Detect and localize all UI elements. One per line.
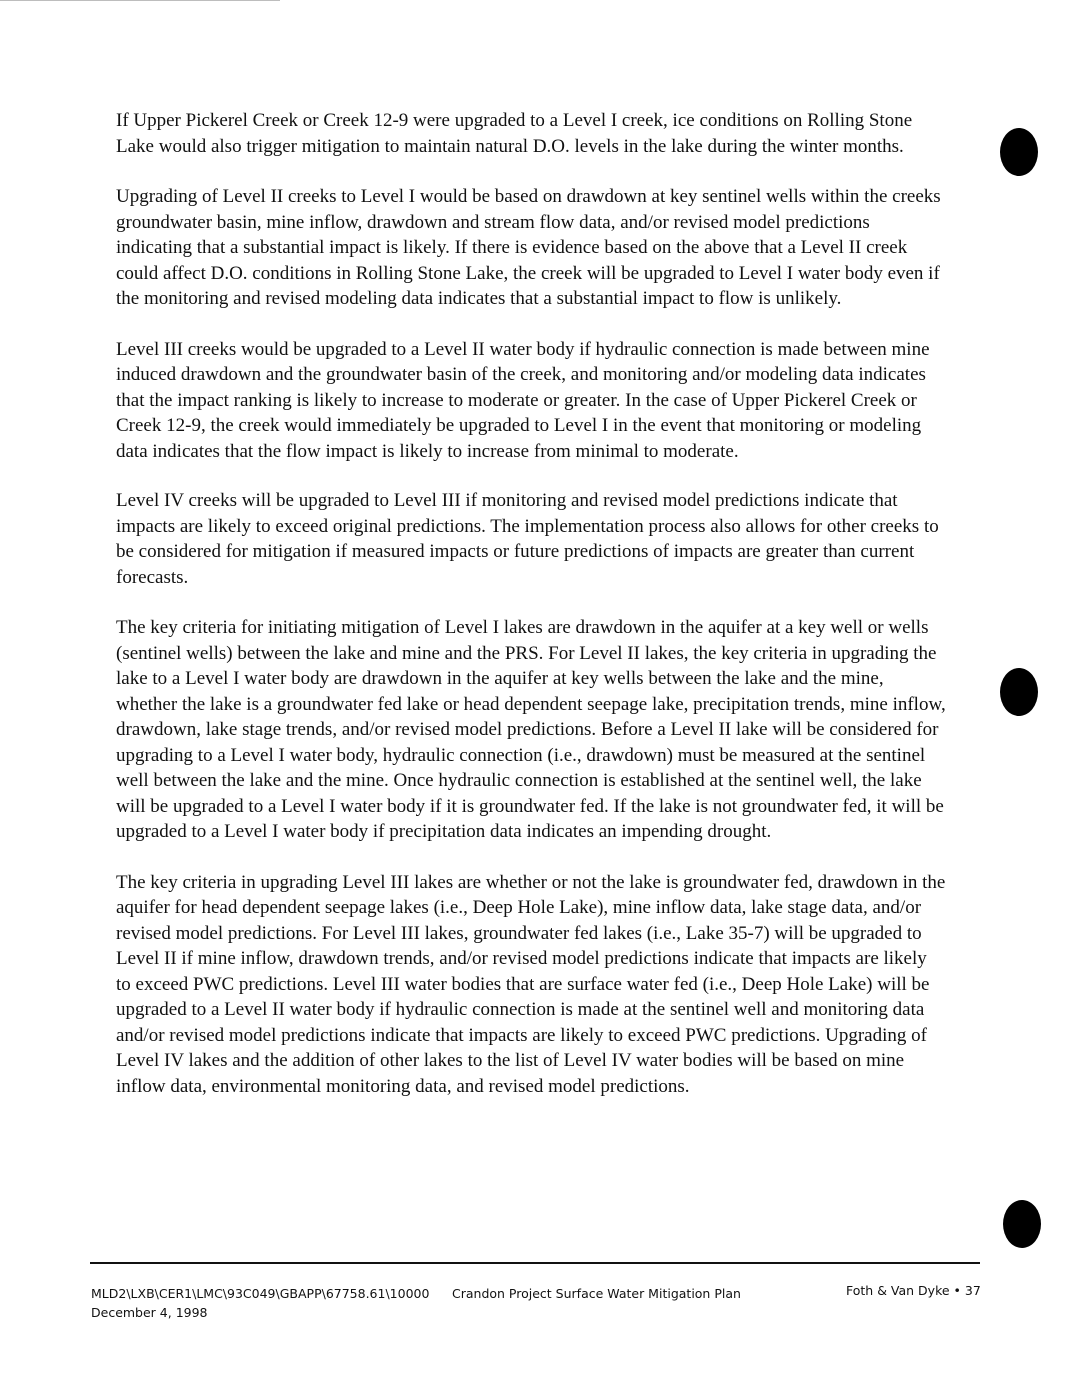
footer-file-path: MLD2\LXB\CER1\LMC\93C049\GBAPP\67758.61\10000 — [91, 1286, 430, 1301]
binder-hole-middle — [1000, 668, 1038, 716]
paragraph-level-iii-creeks: Level III creeks would be upgraded to a Level II water body if hydraulic connection is made between mine induced drawdown and the groundwater basin of the creek, and monitoring and/or modeling data indicates that the impact ranking is likely to increase to moderate or greater. In the case of Upper Pickerel Creek or Creek 12-9, the creek would immediately be upgraded to Level I in the event that monitoring or modeling data indicates that the flow impact is likely to increase from minimal to moderate. — [116, 338, 930, 462]
paragraph-level-iii-iv-lakes: The key criteria in upgrading Level III lakes are whether or not the lake is groundwater fed, drawdown in the aquifer for head dependent seepage lakes (i.e., Deep Hole Lake), mine inflow data, lake stage data, and/or revised model predictions. For Level III lakes, groundwater fed lakes (i.e., Lake 35-7) will be upgraded to Level II if mine inflow, drawdown trends, and/or revised model predictions indicate that impacts are likely to exceed PWC predictions. Level III water bodies that are surface water fed (i.e., Deep Hole Lake) will be upgraded to a Level II water body if hydraulic connection is made at the sentinel well and monitoring data and/or revised model predictions indicate that impacts are likely to exceed PWC predictions. Upgrading of Level IV lakes and the addition of other lakes to the list of Level IV water bodies will be based on mine inflow data, environmental monitoring data, and revised model predictions. — [116, 871, 946, 1097]
paragraph-ice-conditions: If Upper Pickerel Creek or Creek 12-9 were upgraded to a Level I creek, ice conditions on Rolling Stone Lake would also trigger mitigation to maintain natural D.O. levels in the lake during the winter months. — [116, 110, 913, 157]
footer-left — [91, 1284, 429, 1322]
top-edge-rule — [0, 0, 280, 1]
binder-hole-top — [1000, 128, 1038, 176]
document-body — [116, 108, 946, 1124]
paragraph-level-ii-creeks: Upgrading of Level II creeks to Level I would be based on drawdown at key sentinel wells within the creeks groundwater basin, mine inflow, drawdown and stream flow data, and/or revised model predictions indicating that a substantial impact is likely. If there is evidence based on the above that a Level II creek could affect D.O. conditions in Rolling Stone Lake, the creek will be upgraded to Level I water body even if the monitoring and revised modeling data indicates that a substantial impact to flow is unlikely. — [116, 186, 941, 309]
footer-document-title: Crandon Project Surface Water Mitigation Plan — [452, 1286, 741, 1301]
paragraph-level-i-ii-lakes: The key criteria for initiating mitigation of Level I lakes are drawdown in the aquifer at a key well or wells (sentinel wells) between the lake and mine and the PRS. For Level II lakes, the key criteria in upgrading the lake to a Level I water body are drawdown in the aquifer at key wells between the lake and the mine, whether the lake is a groundwater fed lake or head dependent seepage lake, precipitation trends, mine inflow, drawdown, lake stage trends, and/or revised model predictions. Before a Level II lake will be considered for upgrading to a Level I water body, hydraulic connection (i.e., drawdown) must be measured at the sentinel well between the lake and the mine. Once hydraulic connection is established at the sentinel well, the lake will be upgraded to a Level I water body if it is groundwater fed. If the lake is not groundwater fed, it will be upgraded to a Level I water body if precipitation data indicates an impending drought. — [116, 617, 946, 842]
binder-hole-bottom — [1003, 1200, 1041, 1248]
footer-date: December 4, 1998 — [91, 1305, 208, 1320]
paragraph-level-iv-creeks: Level IV creeks will be upgraded to Level III if monitoring and revised model predictions indicate that impacts are likely to exceed original predictions. The implementation process also allows for other creeks to be considered for mitigation if measured impacts or future predictions of impacts are greater than current forecasts. — [116, 490, 939, 588]
footer-rule — [90, 1262, 980, 1264]
footer-company-page: Foth & Van Dyke • 37 — [846, 1283, 981, 1298]
